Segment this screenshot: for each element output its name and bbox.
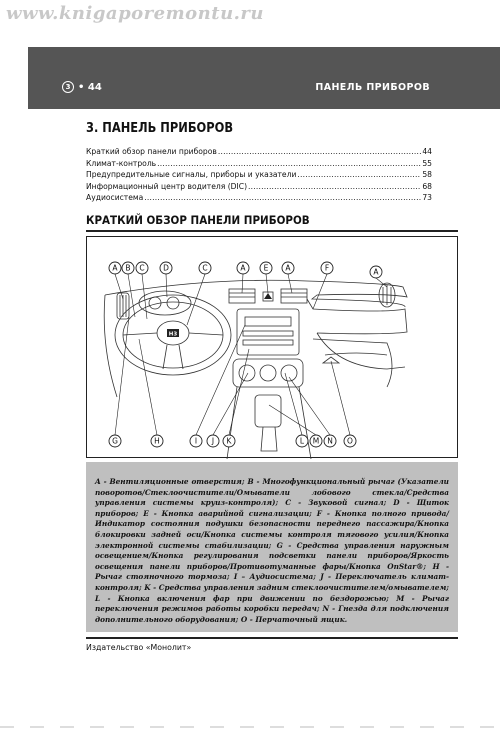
toc-entry[interactable]: Климат-контроль ..... 55 — [86, 158, 432, 170]
dashboard-illustration — [87, 237, 459, 459]
callout-F — [321, 262, 333, 274]
toc-entry[interactable]: Предупредительные сигналы, приборы и указатели ..... 58 — [86, 169, 432, 181]
callout-H — [151, 435, 163, 447]
svg-text:F: F — [324, 263, 330, 273]
callout-O — [344, 435, 356, 447]
watermark: www.knigaporemontu.ru — [6, 3, 264, 24]
svg-text:C: C — [202, 263, 208, 273]
svg-text:C: C — [139, 263, 145, 273]
dashboard-figure — [86, 236, 458, 458]
toc-entry[interactable]: Краткий обзор панели приборов ..... 44 — [86, 146, 432, 158]
callout-L — [296, 435, 308, 447]
callout-B — [122, 262, 134, 274]
svg-text:J: J — [211, 436, 215, 446]
header-band — [28, 47, 500, 109]
table-of-contents — [86, 146, 432, 204]
callout-A-4 — [370, 266, 382, 278]
callout-M — [310, 435, 322, 447]
publisher-footer: Издательство «Монолит» — [86, 643, 192, 652]
scan-edge — [0, 726, 500, 728]
svg-text:N: N — [327, 436, 333, 446]
callout-K — [223, 435, 235, 447]
svg-text:H: H — [154, 436, 160, 446]
hazard-triangle-icon — [264, 293, 272, 299]
svg-text:E: E — [263, 263, 269, 273]
caption-text: A - Вентиляционные отверстия; B - Многофункциональный рычаг (Указатели поворотов/Стеклоочистители/Омыватели лобового стекла/Средства управления системы круиз-контроля); C - Звуковой сигнал; D - Щиток приборов; E - Кнопка аварийной сигнализации; F - Кнопка полного привода/Индикатор состояния подушки безопасности переднего пассажира/Кнопка блокировки задней оси/Кнопка системы контроля тягового усилия/Кнопка электронной системы стабилизации; G - Средства управления наружным освещением/Кнопка регулирования подсветки панели приборов/Яркость освещения панели приборов/Противотуманные фары/Кнопка OnStar®; H - Рычаг стояночного тормоза; I – Аудиосистема; J - Переключатель климат-контроля; K - Средства управления задним стеклоочистителем/омывателем; L - Кнопка включения фар при движении по бездорожью; M - Рычаг переключения режимов работы коробки передач; N - Гнезда для подключения дополнительного оборудования; O - Перчаточный ящик. — [95, 477, 449, 624]
callout-G — [109, 435, 121, 447]
page-number-text: • 44 — [78, 81, 102, 93]
chapter-badge-icon: 3 — [62, 81, 74, 93]
svg-text:A: A — [112, 263, 118, 273]
page-number — [62, 81, 102, 93]
svg-text:L: L — [299, 436, 305, 446]
section-title: КРАТКИЙ ОБЗОР ПАНЕЛИ ПРИБОРОВ — [86, 213, 310, 227]
footer-rule — [86, 637, 458, 639]
callout-A-2 — [237, 262, 249, 274]
svg-text:B: B — [125, 263, 131, 273]
svg-text:D: D — [163, 263, 169, 273]
steering-badge-text: H3 — [168, 331, 178, 338]
callout-C-1 — [136, 262, 148, 274]
svg-text:G: G — [112, 436, 118, 446]
svg-text:A: A — [240, 263, 246, 273]
callout-I — [190, 435, 202, 447]
callout-C-2 — [199, 262, 211, 274]
callout-A-1 — [109, 262, 121, 274]
svg-text:I: I — [194, 436, 198, 446]
svg-text:A: A — [373, 267, 379, 277]
svg-text:A: A — [285, 263, 291, 273]
callout-J — [207, 435, 219, 447]
toc-entry[interactable]: Аудиосистема ..... 73 — [86, 192, 432, 204]
callout-A-3 — [282, 262, 294, 274]
svg-text:O: O — [347, 436, 353, 446]
section-rule — [86, 230, 458, 232]
callout-D — [160, 262, 172, 274]
running-header-title: ПАНЕЛЬ ПРИБОРОВ — [315, 82, 430, 93]
toc-entry[interactable]: Информационный центр водителя (DIC) ..... 68 — [86, 181, 432, 193]
callout-E — [260, 262, 272, 274]
svg-text:K: K — [226, 436, 232, 446]
svg-text:M: M — [312, 436, 320, 446]
callout-N — [324, 435, 336, 447]
figure-caption — [86, 462, 458, 632]
chapter-title: 3. ПАНЕЛЬ ПРИБОРОВ — [86, 121, 234, 136]
